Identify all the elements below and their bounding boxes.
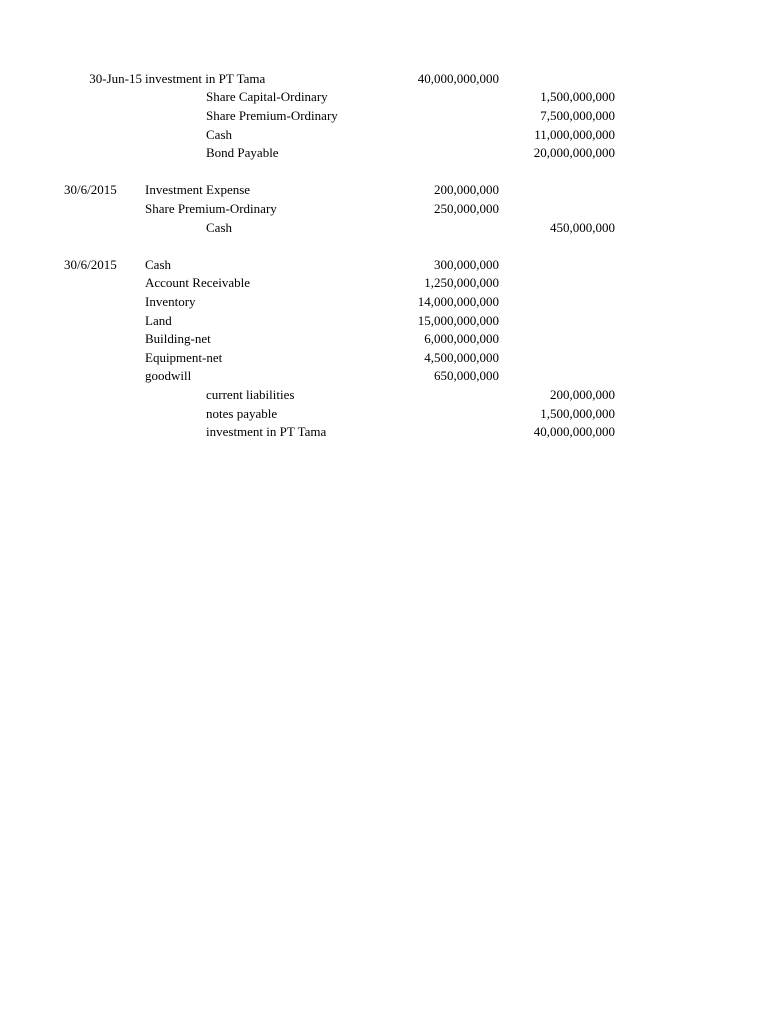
- account-name: Cash: [206, 126, 232, 142]
- journal-row: [0, 144, 768, 163]
- account-name: Share Premium-Ordinary: [145, 200, 277, 216]
- journal-row: [0, 256, 768, 275]
- account-name: investment in PT Tama: [206, 424, 327, 440]
- credit-amount: [495, 367, 615, 386]
- debit-amount: 4,500,000,000: [424, 349, 499, 365]
- credit-amount: 11,000,000,000: [534, 126, 615, 142]
- debit-amount: [380, 88, 499, 107]
- entry-date: 30/6/2015: [64, 182, 117, 198]
- credit-amount: 1,500,000,000: [540, 405, 615, 421]
- credit-amount: [495, 330, 615, 349]
- credit-amount: [495, 349, 615, 368]
- journal-row: [0, 219, 768, 238]
- journal-row: [0, 312, 768, 331]
- debit-amount: 14,000,000,000: [417, 293, 499, 309]
- credit-amount: 200,000,000: [550, 386, 615, 402]
- journal-row: [0, 330, 768, 349]
- journal-row: [0, 200, 768, 219]
- journal-row: [0, 405, 768, 424]
- journal-row: [0, 349, 768, 368]
- credit-amount: [495, 70, 615, 89]
- debit-amount: 650,000,000: [434, 368, 499, 384]
- account-name: Cash: [145, 256, 171, 272]
- debit-amount: [380, 219, 499, 238]
- journal-row: [0, 107, 768, 126]
- journal-row: [0, 88, 768, 107]
- credit-amount: [495, 200, 615, 219]
- debit-amount: 1,250,000,000: [424, 275, 499, 291]
- credit-amount: [495, 181, 615, 200]
- journal-row: [0, 367, 768, 386]
- debit-amount: [380, 405, 499, 424]
- journal-row: [0, 181, 768, 200]
- credit-amount: 450,000,000: [550, 219, 615, 235]
- account-name: investment in PT Tama: [145, 70, 266, 86]
- account-name: Land: [145, 312, 172, 328]
- entry-date: 30/6/2015: [64, 256, 117, 272]
- credit-amount: 7,500,000,000: [540, 107, 615, 123]
- account-name: Bond Payable: [206, 145, 279, 161]
- debit-amount: 6,000,000,000: [424, 331, 499, 347]
- account-name: Share Capital-Ordinary: [206, 89, 328, 105]
- debit-amount: [380, 107, 499, 126]
- debit-amount: 40,000,000,000: [417, 70, 499, 86]
- debit-amount: 250,000,000: [434, 200, 499, 216]
- debit-amount: 200,000,000: [434, 182, 499, 198]
- debit-amount: [380, 386, 499, 405]
- credit-amount: 1,500,000,000: [540, 89, 615, 105]
- journal-row: [0, 126, 768, 145]
- journal-row: [0, 70, 768, 89]
- credit-amount: [495, 293, 615, 312]
- journal-row: [0, 274, 768, 293]
- journal-row: [0, 293, 768, 312]
- credit-amount: [495, 274, 615, 293]
- account-name: Cash: [206, 219, 232, 235]
- account-name: Account Receivable: [145, 275, 251, 291]
- debit-amount: [380, 126, 499, 145]
- account-name: goodwill: [145, 368, 192, 384]
- account-name: notes payable: [206, 405, 278, 421]
- journal-row: [0, 386, 768, 405]
- account-name: Investment Expense: [145, 182, 251, 198]
- debit-amount: [380, 423, 499, 442]
- account-name: Inventory: [145, 293, 196, 309]
- debit-amount: [380, 144, 499, 163]
- debit-amount: 300,000,000: [434, 256, 499, 272]
- credit-amount: 40,000,000,000: [533, 424, 615, 440]
- account-name: Share Premium-Ordinary: [206, 107, 338, 123]
- entry-date: 30-Jun-15: [89, 70, 142, 86]
- debit-amount: 15,000,000,000: [417, 312, 499, 328]
- credit-amount: [495, 312, 615, 331]
- journal-row: [0, 423, 768, 442]
- credit-amount: 20,000,000,000: [533, 145, 615, 161]
- account-name: current liabilities: [206, 386, 295, 402]
- account-name: Building-net: [145, 331, 211, 347]
- account-name: Equipment-net: [145, 349, 223, 365]
- credit-amount: [495, 256, 615, 275]
